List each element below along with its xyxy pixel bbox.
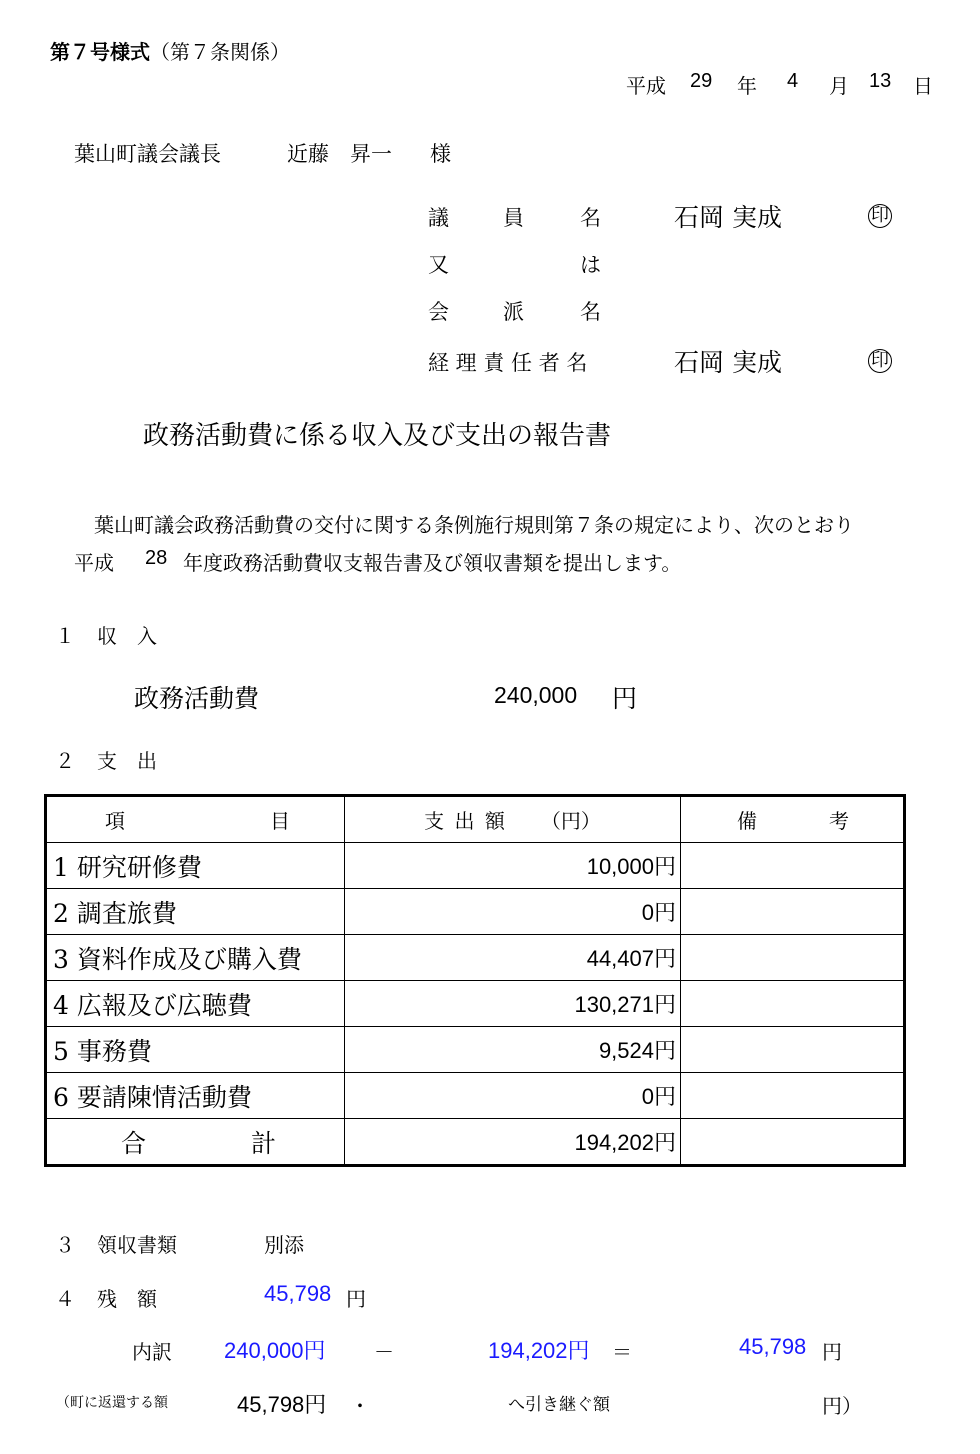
row-label: 4 広報及び広聴費 <box>46 981 345 1027</box>
addressee-honorific: 様 <box>430 142 451 166</box>
header-amount <box>345 796 681 843</box>
header-note <box>681 796 905 843</box>
faction-label-char-3: 名 <box>580 300 601 324</box>
receipts-section-number: ３ <box>55 1233 75 1257</box>
income-amount: 240,000 <box>494 682 578 708</box>
table-row <box>46 935 905 981</box>
member-label-char-3: 名 <box>580 206 601 230</box>
member-name: 石岡 実成 <box>674 203 782 232</box>
total-amount: 194,202円 <box>345 1119 681 1166</box>
date-year: 29 <box>690 70 713 92</box>
header-item-right: 目 <box>270 809 290 833</box>
addressee-name: 近藤 昇一 <box>287 142 392 166</box>
breakdown-unit: 円 <box>822 1340 842 1364</box>
balance-unit: 円 <box>346 1287 366 1311</box>
refund-label: （町に返還する額 <box>56 1395 168 1411</box>
total-label <box>46 1119 345 1166</box>
row-amount: 9,524円 <box>345 1027 681 1073</box>
row-note <box>681 1073 905 1119</box>
row-note <box>681 981 905 1027</box>
header-item <box>46 796 345 843</box>
header-note-right: 考 <box>829 809 849 833</box>
expenditure-table <box>44 794 906 1167</box>
total-label-right: 計 <box>250 1128 276 1158</box>
faction-label-char-1: 会 <box>428 300 449 324</box>
income-item: 政務活動費 <box>134 684 260 713</box>
receipts-value: 別添 <box>264 1233 304 1257</box>
total-note <box>681 1119 905 1166</box>
form-number <box>50 36 290 65</box>
header-amount-label: 支 出 額 <box>424 809 507 833</box>
report-title: 政務活動費に係る収入及び支出の報告書 <box>143 421 612 451</box>
member-label-char-1: 議 <box>428 206 449 230</box>
expenditure-section-label: 支 出 <box>97 749 157 773</box>
member-seal: 印 <box>868 204 892 228</box>
row-amount: 130,271円 <box>345 981 681 1027</box>
refund-dot: ・ <box>350 1394 370 1418</box>
breakdown-equals: ＝ <box>612 1340 632 1364</box>
row-amount: 44,407円 <box>345 935 681 981</box>
row-label: 5 事務費 <box>46 1027 345 1073</box>
balance-section-number: ４ <box>55 1287 75 1311</box>
row-amount: 10,000円 <box>345 843 681 889</box>
accountant-seal: 印 <box>868 349 892 373</box>
header-item-left: 項 <box>105 809 125 833</box>
date-day: 13 <box>869 70 892 92</box>
or-label-char-2: は <box>580 253 601 277</box>
balance-amount: 45,798 <box>264 1281 332 1306</box>
breakdown-minus: － <box>374 1340 394 1364</box>
date-month-unit: 月 <box>829 74 849 98</box>
row-note <box>681 889 905 935</box>
date-year-unit: 年 <box>737 74 757 98</box>
header-note-left: 備 <box>737 809 757 833</box>
row-label: 1 研究研修費 <box>46 843 345 889</box>
breakdown-income: 240,000円 <box>224 1338 326 1363</box>
income-section-number: １ <box>55 624 75 648</box>
table-row <box>46 981 905 1027</box>
form-number-label: 第７号様式 <box>50 40 150 64</box>
row-amount: 0円 <box>345 1073 681 1119</box>
row-label: 6 要請陳情活動費 <box>46 1073 345 1119</box>
table-row <box>46 889 905 935</box>
income-section-label: 収 入 <box>97 624 157 648</box>
faction-label-char-2: 派 <box>503 300 524 324</box>
income-unit: 円 <box>612 684 638 713</box>
or-label-char-1: 又 <box>428 253 449 277</box>
balance-label: 残 額 <box>97 1287 157 1311</box>
row-amount: 0円 <box>345 889 681 935</box>
accountant-name: 石岡 実成 <box>674 348 782 377</box>
date-day-unit: 日 <box>913 74 933 98</box>
member-label-char-2: 員 <box>503 206 524 230</box>
total-label-left: 合 <box>121 1128 147 1158</box>
table-total-row <box>46 1119 905 1166</box>
receipts-label: 領収書類 <box>97 1233 177 1257</box>
row-note <box>681 935 905 981</box>
addressee-title: 葉山町議会議長 <box>74 142 221 166</box>
row-label: 2 調査旅費 <box>46 889 345 935</box>
breakdown-result: 45,798 <box>739 1334 807 1359</box>
accountant-label: 経 理 責 任 者 名 <box>428 351 588 375</box>
table-header-row <box>46 796 905 843</box>
breakdown-label: 内訳 <box>132 1340 172 1364</box>
table-row <box>46 1027 905 1073</box>
header-amount-unit: （円） <box>540 809 601 833</box>
body-line-2-era: 平成 <box>74 551 114 575</box>
body-line-2-rest: 年度政務活動費収支報告書及び領収書類を提出します。 <box>183 551 682 575</box>
date-era: 平成 <box>626 74 666 98</box>
expenditure-section-number: ２ <box>55 749 75 773</box>
body-line-1: 葉山町議会政務活動費の交付に関する条例施行規則第７条の規定により、次のとおり <box>94 513 854 537</box>
body-line-2-year: 28 <box>145 547 168 569</box>
row-note <box>681 843 905 889</box>
row-label: 3 資料作成及び購入費 <box>46 935 345 981</box>
row-note <box>681 1027 905 1073</box>
table-row <box>46 1073 905 1119</box>
date-month: 4 <box>787 70 799 92</box>
form-reference: （第７条関係） <box>150 40 290 64</box>
breakdown-expense: 194,202円 <box>488 1338 590 1363</box>
table-row <box>46 843 905 889</box>
carry-over-close: 円） <box>822 1394 862 1418</box>
carry-over-label: へ引き継ぐ額 <box>508 1395 610 1415</box>
refund-amount: 45,798円 <box>237 1392 327 1417</box>
